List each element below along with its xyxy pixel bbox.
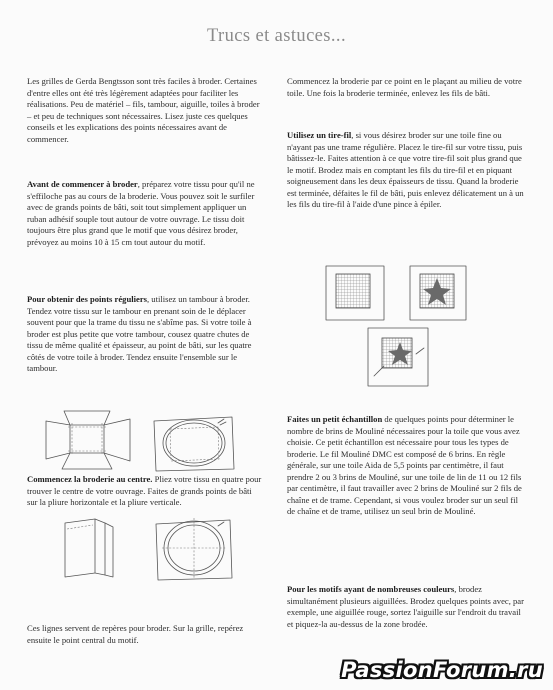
- centre-text: Pliez votre tissu en quatre pour trouver le centre de votre ouvrage. Faites de grands points de bâti sur la pliure horizontale et la pliure verticale.: [27, 474, 262, 507]
- hoop-icon: [148, 411, 238, 475]
- motifs-heading: Pour les motifs ayant de nombreuses couleurs: [287, 584, 455, 594]
- tirefil-heading: Utilisez un tire-fil: [287, 130, 352, 140]
- hoop-center-cross-icon: [150, 510, 236, 586]
- tirefil-paragraph: [287, 130, 527, 211]
- avant-heading: Avant de commencer à broder: [27, 179, 138, 189]
- folded-cloth-icon: [55, 515, 139, 581]
- motifs-paragraph: [287, 584, 527, 630]
- intro-paragraph: Les grilles de Gerda Bengtsson sont très faciles à broder. Certaines d'entre elles ont été très légèrement adaptées pour faciliter les réalisations. Peu de matériel – fils, tambour, aiguille, toiles à broder – et peu de techniques sont nécessaires. Lisez juste ces quelques conseils et les explications des points nécessaires avant de commencer.: [27, 76, 260, 144]
- fabric-flaps-illustration: [42, 407, 134, 473]
- avant-paragraph: [27, 179, 263, 248]
- tirefil-text: , si vous désirez broder sur une toile fine ou n'ayant pas une trame régulière. Placez le tire-fil sur votre tissu, puis bâtissez-le. Faites attention à ce que votre tire-fil soit plus grand que le motif. Brodez mais en comptant les fils du tire-fil et en piquant soigneusement dans les deux épaisseurs de tissu. Quand la broderie est terminée, défaites le fil de bâti, puis enlevez délicatement un à un les fils du tire-fil à l'aide d'une pince à épiler.: [287, 130, 524, 209]
- reguliers-text: , utilisez un tambour à broder. Tendez votre tissu sur le tambour en prenant soin de le déplacer souvent pour que la trame du tissu ne s'abîme pas. Si votre toile à broder est plus petite que votre tambour, cousez quatre chutes de tissu de même qualité et épaisseur, au point de bâti, sur les quatre côtés de votre toile à broder. Tendez ensuite l'ensemble sur le tambour.: [27, 294, 252, 373]
- reperes-paragraph: Ces lignes servent de repères pour broder. Sur la grille, repérez ensuite le point central du motif.: [27, 623, 244, 645]
- echantillon-text: de quelques points pour déterminer le nombre de brins de Mouliné nécessaires pour la toile que vous avez choisie. Ce petit échantillon est nécessaire pour tous les types de broderie. Le fil Mouliné DMC est composé de 6 brins. En règle générale, sur une toile Aida de 5,5 points par centimètre, il faut prendre 2 ou 3 brins de Mouliné, sur une toile de lin de 11 ou 12 fils par centimètre, il faut travailler avec 2 brins de Mouliné sur 2 fils de chaîne et de trame. Cependant, si vous voulez broder sur un seul fil de chaîne et de trame, utilisez un seul brin de Mouliné.: [287, 414, 522, 516]
- reguliers-paragraph: [27, 294, 263, 375]
- embroidery-hoop-illustration: [148, 411, 238, 475]
- folded-cloth-illustration: [55, 515, 139, 581]
- commencez-paragraph: Commencez la broderie par ce point en le plaçant au milieu de votre toile. Une fois la broderie terminée, enlevez les fils de bâti.: [287, 76, 522, 98]
- fabric-flaps-icon: [42, 407, 134, 473]
- hoop-center-illustration: [150, 510, 236, 586]
- avant-text: , préparez votre tissu pour qu'il ne s'effiloche pas au cours de la broderie. Vous pouvez soit le surfiler avec de grands points de bâti, soit tout simplement appliquer un ruban adhésif souple tout autour de votre ouvrage. Le tissu doit toujours être plus grand que le motif que vous désirez broder, prévoyez au moins 10 à 15 cm tout autour du motif.: [27, 179, 255, 247]
- waste-canvas-star-icon: [320, 262, 470, 390]
- motifs-text: , brodez simultanément plusieurs aiguillées. Brodez quelques points avec, par exemple, une aiguillée rouge, sortez l'aiguille sur l'endroit du travail et piquez-la au-dessus de la zone brodée.: [287, 584, 524, 629]
- reguliers-heading: Pour obtenir des points réguliers: [27, 294, 147, 304]
- centre-heading: Commencez la broderie au centre.: [27, 474, 153, 484]
- watermark: PassionForum.ru: [341, 658, 543, 682]
- echantillon-heading: Faites un petit échantillon: [287, 414, 383, 424]
- page-title: Trucs et astuces...: [207, 26, 346, 46]
- echantillon-paragraph: [287, 414, 527, 518]
- centre-paragraph: [27, 474, 263, 509]
- waste-canvas-illustration: [320, 262, 470, 390]
